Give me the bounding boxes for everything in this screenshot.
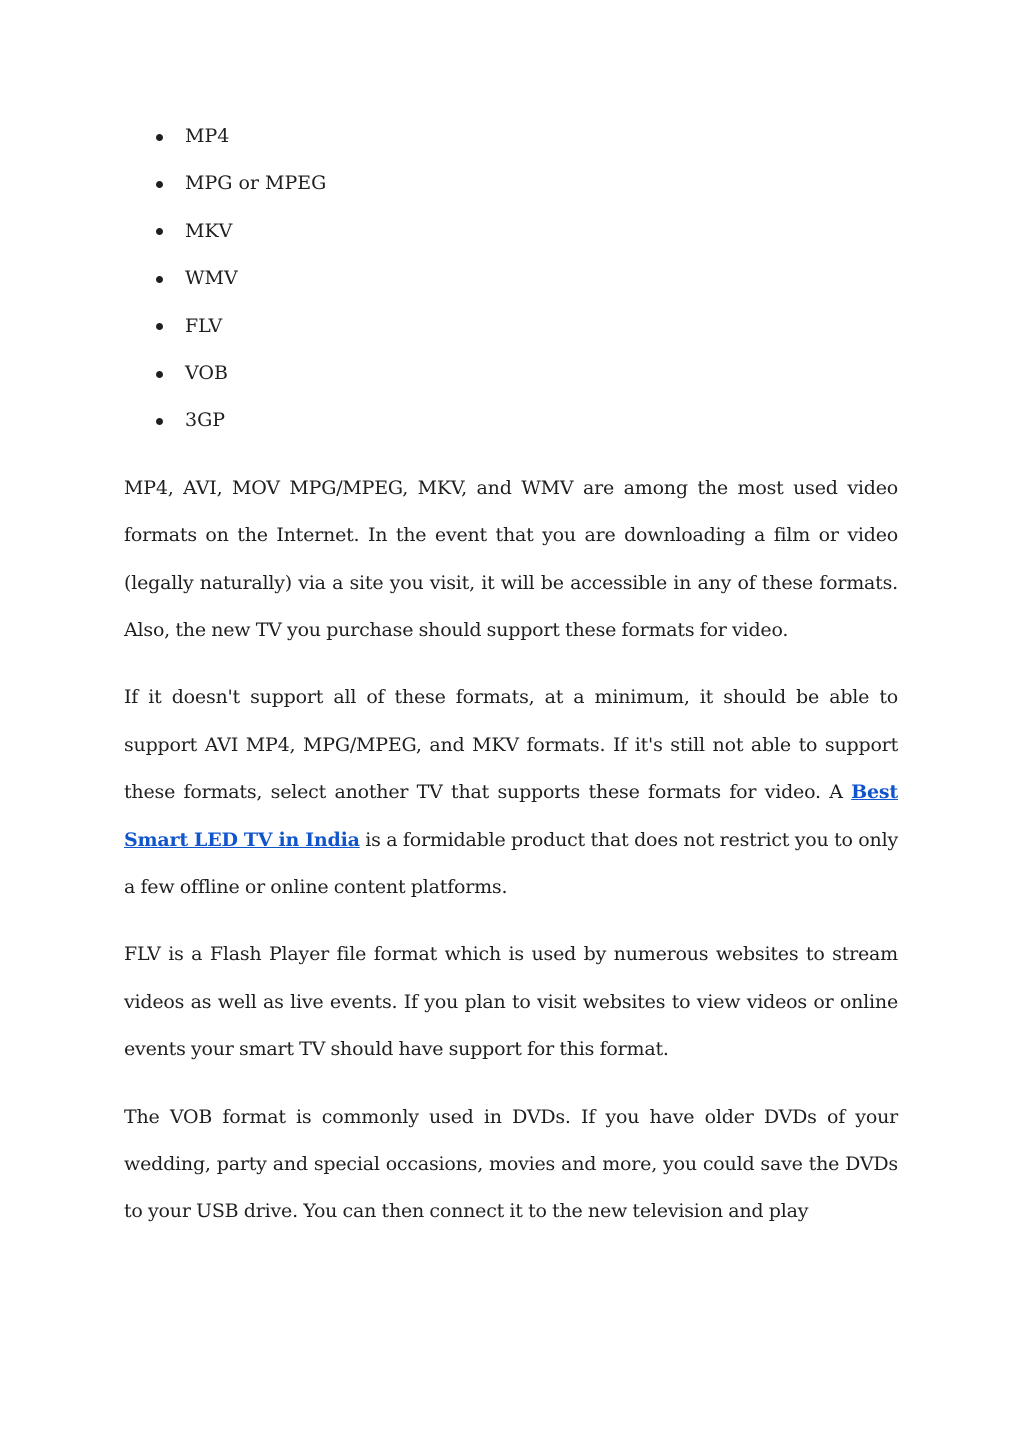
- best-smart-led-tv-link[interactable]: Best Smart LED TV in India: [124, 781, 898, 851]
- list-item: [124, 255, 898, 302]
- list-item-label: 3GP: [185, 409, 226, 432]
- list-item-label: MP4: [185, 125, 230, 147]
- list-item-label: WMV: [185, 267, 238, 290]
- bullet-icon: [156, 418, 163, 425]
- paragraph-minimum-support: [124, 674, 898, 911]
- list-item-label: MPG or MPEG: [185, 172, 327, 195]
- bullet-icon: [156, 276, 163, 283]
- bullet-icon: [156, 181, 163, 188]
- list-item-label: MKV: [185, 219, 233, 242]
- paragraph-vob-format: The VOB format is commonly used in DVDs. If you have older DVDs of your wedding, party and special occasions, movies and more, you could save the DVDs to your USB drive. You can then connect it to the new television and play: [124, 1105, 898, 1223]
- video-format-list: [124, 113, 898, 445]
- list-item: [124, 397, 898, 444]
- paragraph-common-formats: MP4, AVI, MOV MPG/MPEG, MKV, and WMV are among the most used video formats on the Internet. In the event that you are downloading a film or video (legally naturally) via a site you visit, it will be accessible in any of these formats. Also, the new TV you purchase should support these formats for video.: [124, 476, 898, 641]
- bullet-icon: [156, 134, 163, 141]
- list-item: [124, 113, 898, 160]
- bullet-icon: [156, 323, 163, 330]
- paragraph-flv-format: FLV is a Flash Player file format which is used by numerous websites to stream videos as well as live events. If you plan to visit websites to view videos or online events your smart TV should have support for this format.: [124, 943, 898, 1061]
- document-page: [124, 113, 898, 1236]
- paragraph-text-before-link: If it doesn't support all of these formats, at a minimum, it should be able to support AVI MP4, MPG/MPEG, and MKV formats. If it's still not able to support these formats, select another TV that supports these formats for video. A: [124, 686, 898, 804]
- bullet-icon: [156, 228, 163, 235]
- bullet-icon: [156, 371, 163, 378]
- list-item: [124, 303, 898, 350]
- list-item-label: VOB: [185, 361, 228, 384]
- list-item-label: FLV: [185, 314, 223, 337]
- list-item: [124, 160, 898, 207]
- paragraph-text-after-link: is a formidable product that does not restrict you to only a few offline or online content platforms.: [124, 828, 898, 898]
- list-item: [124, 350, 898, 397]
- list-item: [124, 208, 898, 255]
